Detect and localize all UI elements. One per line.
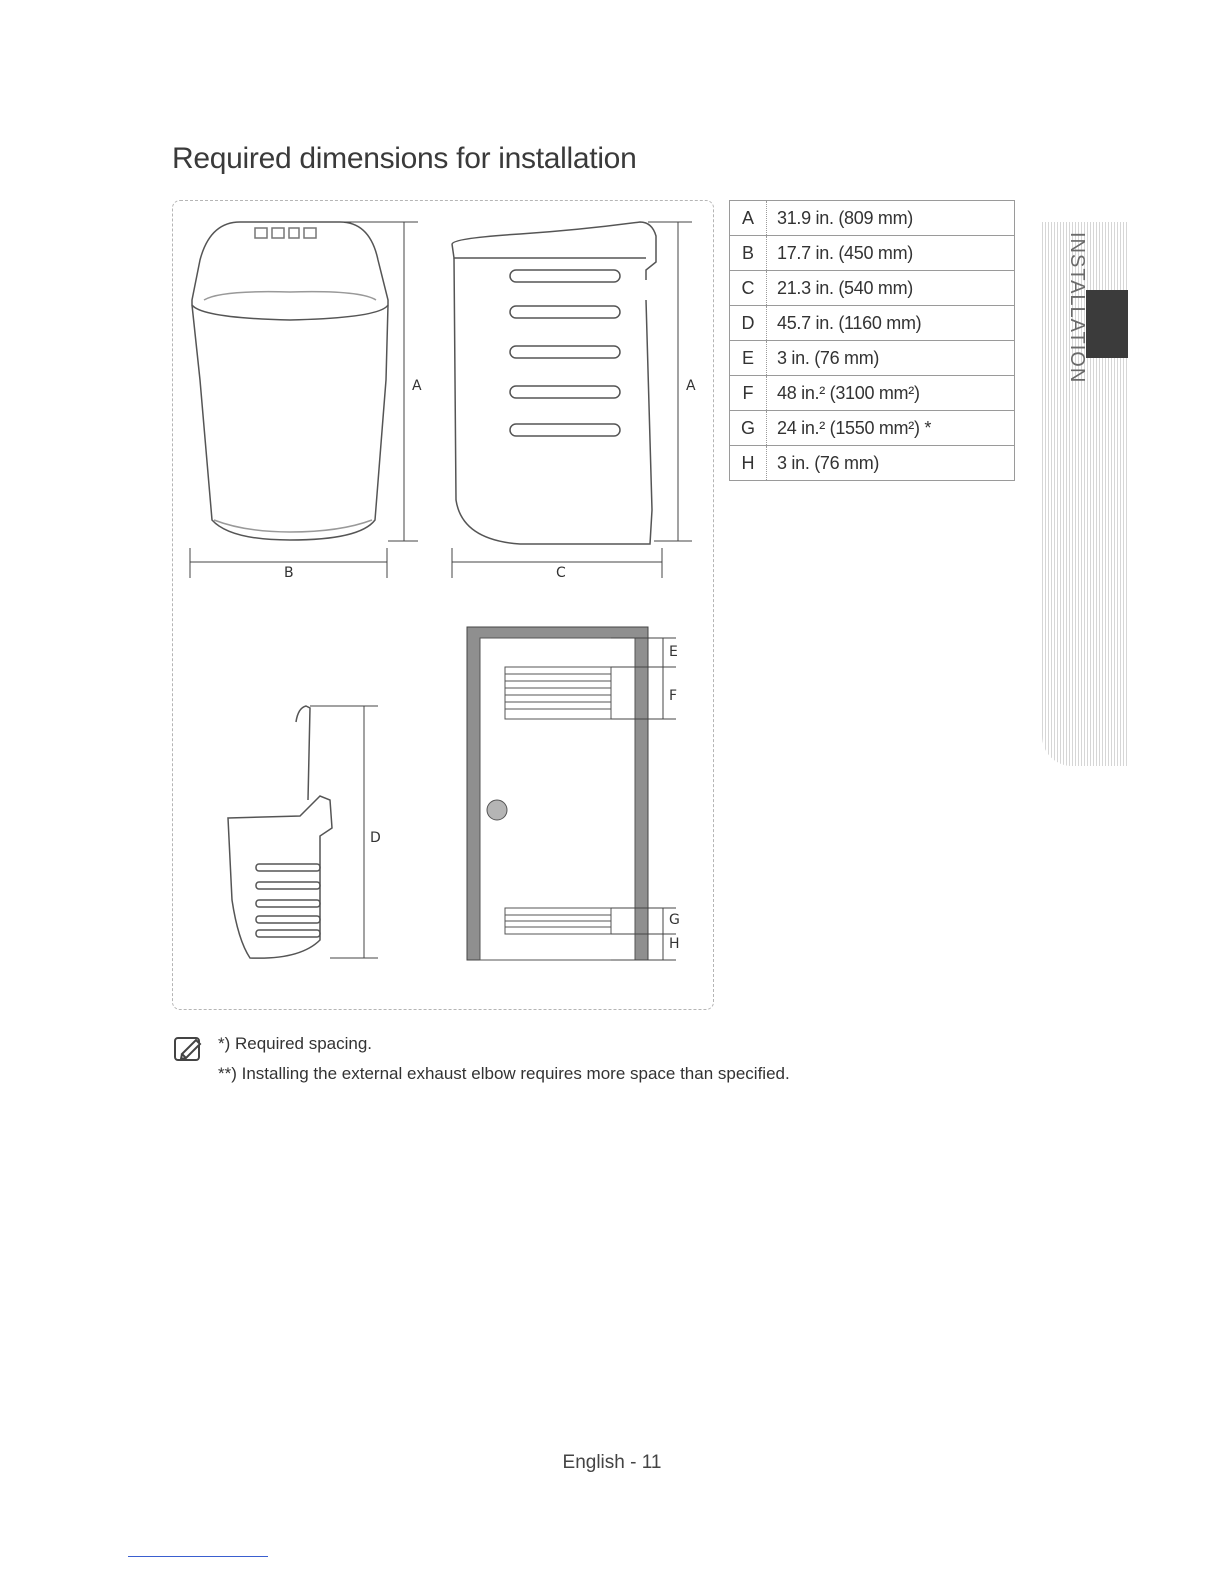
dimension-value: 31.9 in. (809 mm): [767, 201, 1015, 236]
table-row: [730, 341, 1015, 376]
closet-door: [467, 627, 648, 960]
table-row: [730, 271, 1015, 306]
dryer-side-view: [452, 222, 656, 544]
dimension-key: B: [730, 236, 767, 271]
dryer-lid-open-view: [228, 706, 332, 958]
label-e: E: [669, 644, 678, 660]
page-title: Required dimensions for installation: [172, 142, 637, 175]
section-tab-marker: [1086, 290, 1128, 358]
footer-rule: [128, 1556, 268, 1557]
dimension-key: D: [730, 306, 767, 341]
dimension-value: 17.7 in. (450 mm): [767, 236, 1015, 271]
dimension-value: 48 in.² (3100 mm²): [767, 376, 1015, 411]
dimension-key: A: [730, 201, 767, 236]
dimension-key: F: [730, 376, 767, 411]
page-number: English - 11: [562, 1452, 662, 1473]
label-a-front: A: [412, 378, 422, 394]
dimension-key: C: [730, 271, 767, 306]
label-b: B: [284, 565, 294, 581]
dimension-value: 24 in.² (1550 mm²) *: [767, 411, 1015, 446]
upper-vent: [505, 667, 611, 719]
label-h: H: [669, 936, 680, 952]
table-row: [730, 236, 1015, 271]
table-row: [730, 376, 1015, 411]
dimension-value: 45.7 in. (1160 mm): [767, 306, 1015, 341]
lower-vent: [505, 908, 611, 934]
label-g: G: [669, 912, 680, 928]
dimension-value: 3 in. (76 mm): [767, 446, 1015, 481]
door-knob: [487, 800, 507, 820]
note-icon: [172, 1034, 206, 1066]
label-f: F: [669, 688, 678, 704]
label-d: D: [370, 830, 381, 846]
dimension-key: G: [730, 411, 767, 446]
dimension-key: H: [730, 446, 767, 481]
table-row: [730, 446, 1015, 481]
dryer-front-view: [192, 222, 388, 540]
section-tab-label: INSTALLATION: [1066, 232, 1088, 384]
dimensions-table: [729, 200, 1015, 481]
label-c: C: [556, 565, 566, 581]
label-a-side: A: [686, 378, 696, 394]
table-row: [730, 201, 1015, 236]
table-row: [730, 411, 1015, 446]
dimension-lines-side: [452, 222, 692, 578]
dimension-value: 3 in. (76 mm): [767, 341, 1015, 376]
note-required-spacing: *) Required spacing.: [218, 1034, 373, 1053]
table-row: [730, 306, 1015, 341]
note-exhaust-elbow: **) Installing the external exhaust elbow requires more space than specified.: [218, 1064, 790, 1083]
dimension-value: 21.3 in. (540 mm): [767, 271, 1015, 306]
dimension-key: E: [730, 341, 767, 376]
